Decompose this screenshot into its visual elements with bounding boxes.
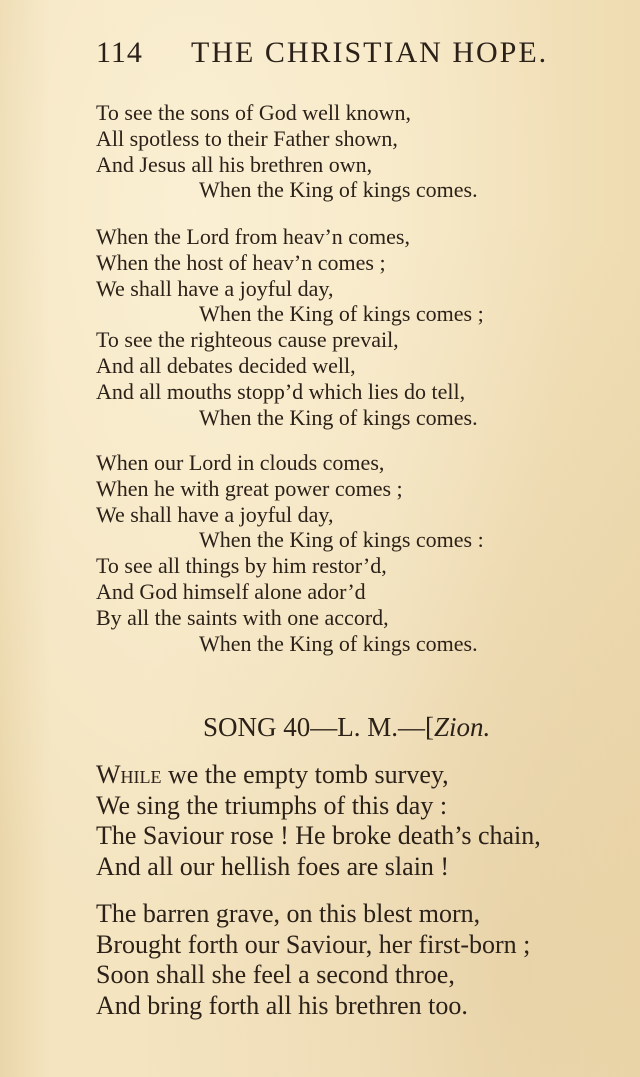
verse-line: To see the righteous cause prevail, — [96, 327, 399, 353]
verse-line: And all our hellish foes are slain ! — [96, 851, 450, 881]
verse-line: And Jesus all his brethren own, — [96, 151, 373, 177]
verse-line: And all debates decided well, — [96, 352, 356, 378]
tune-name: Zion. — [434, 712, 491, 742]
song-stanza-1 — [96, 760, 636, 882]
refrain-line: When the King of kings comes. — [199, 404, 478, 430]
running-title: THE CHRISTIAN HOPE. — [191, 36, 549, 69]
page-header — [96, 36, 616, 80]
verse-line: The barren grave, on this blest morn, — [96, 899, 481, 928]
verse-line: And all mouths stopp’d which lies do tell, — [96, 378, 466, 404]
stanza-3 — [96, 450, 636, 656]
verse-line: And bring forth all his brethren too. — [96, 990, 468, 1020]
verse-line: When the Lord from heav’n comes, — [96, 224, 410, 249]
verse-line: When he with great power comes ; — [96, 475, 403, 501]
first-word: While — [96, 760, 162, 789]
refrain-line: When the King of kings comes : — [199, 527, 484, 553]
verse-line: And God himself alone ador’d — [96, 578, 366, 604]
first-line-rest: we the empty tomb survey, — [161, 760, 449, 789]
stanza-2 — [96, 224, 636, 430]
verse-line: Brought forth our Saviour, her first-born ; — [96, 929, 531, 959]
refrain-line: When the King of kings comes. — [199, 630, 478, 656]
verse-line: All spotless to their Father shown, — [96, 125, 398, 151]
verse-line: When our Lord in clouds comes, — [96, 450, 385, 475]
refrain-line: When the King of kings comes. — [199, 177, 478, 203]
verse-line: We sing the triumphs of this day : — [96, 790, 448, 820]
verse-line: Soon shall she feel a second throe, — [96, 960, 455, 989]
verse-line: When the host of heav’n comes ; — [96, 249, 386, 275]
verse-line: To see the sons of God well known, — [96, 100, 411, 125]
song-heading — [203, 712, 490, 743]
verse-line: To see all things by him restor’d, — [96, 553, 387, 579]
verse-line: We shall have a joyful day, — [96, 501, 334, 527]
verse-line — [96, 760, 636, 791]
page-number: 114 — [96, 36, 143, 69]
verse-line: The Saviour rose ! He broke death’s chain, — [96, 821, 541, 850]
stanza-1 — [96, 100, 636, 203]
refrain-line: When the King of kings comes ; — [199, 301, 484, 327]
verse-line: By all the saints with one accord, — [96, 604, 389, 630]
verse-line: We shall have a joyful day, — [96, 275, 334, 301]
song-stanza-2 — [96, 899, 636, 1021]
song-title: SONG 40—L. M.—[ — [203, 712, 435, 742]
